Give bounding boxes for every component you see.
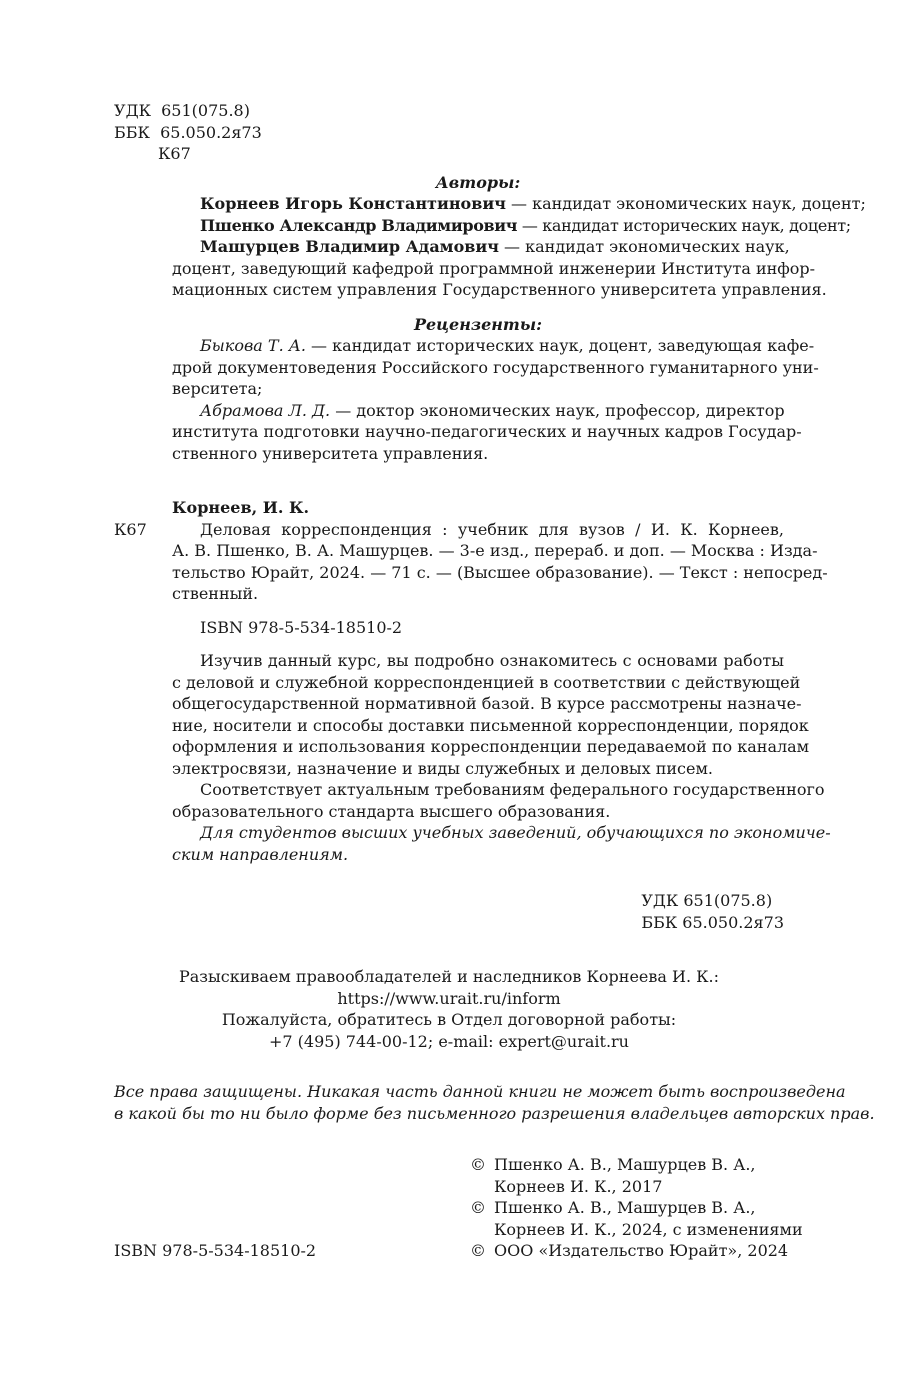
copyright-entry: © Пшенко А. В., Машурцев В. А.,: [470, 1155, 756, 1174]
catalog-description: Деловая корреспонденция : учебник для вузов / И. К. Корнеев, А. В. Пшенко, В. А. Машурцев. — 3-е изд., перераб. и доп. — Москва : Изда- тельство Юрайт, 2024. — 71 с. — (Высшее образование). — Текст : непосред- ственный.: [172, 519, 828, 603]
footer-isbn: ISBN 978-5-534-18510-2: [114, 1241, 317, 1260]
bbk-label: ББК: [114, 122, 150, 142]
index-right: [641, 890, 784, 933]
copyright-icon: ©: [470, 1198, 486, 1217]
abstract-paragraph-1: Изучив данный курс, вы подробно ознакомитесь с основами работы с деловой и служебной корреспонденцией в соответствии с действующей общегосударственной нормативной базой. В курсе рассмотрены назначе- ние, носители и способы доставки письменной корреспонденции, порядок оформления и использования корреспонденции передаваемой по каналам электросвязи, назначение и виды служебных и деловых писем.: [172, 651, 810, 778]
index-bbk: ББК 65.050.2я73: [641, 912, 784, 932]
inform-link[interactable]: https://www.urait.ru/inform: [337, 988, 561, 1008]
author-1: Корнеев Игорь Константинович — кандидат экономических наук, доцент;: [200, 194, 866, 213]
rights-reserved: Все права защищены. Никакая часть данной книги не может быть воспроизведена в какой бы то ни было форме без письменного разрешения владельцев авторских прав.: [114, 1082, 875, 1123]
copyright-icon: ©: [470, 1241, 486, 1260]
copyright-icon: ©: [470, 1155, 486, 1174]
copyright-entry: © ООО «Издательство Юрайт», 2024: [470, 1241, 789, 1260]
rightsholder-notice: Разыскиваем правообладателей и наследников Корнеева И. К.: https://www.urait.ru/inform Пожалуйста, обратитесь в Отдел договорной работы: +7 (495) 744-00-12; e-mail: expert@urait.ru: [114, 966, 784, 1052]
copyright-entry: © Пшенко А. В., Машурцев В. А.,: [470, 1198, 756, 1217]
abstract-audience: Для студентов высших учебных заведений, обучающихся по экономиче- ским направлениям.: [172, 823, 831, 864]
index-udk: УДК 651(075.8): [641, 891, 773, 910]
reviewers-heading: Рецензенты:: [413, 315, 543, 334]
author-name: Машурцев Владимир Адамович: [200, 237, 499, 256]
author-name: Корнеев Игорь Константинович: [200, 194, 506, 213]
reviewer-1: Быкова Т. А. — кандидат исторических наук, доцент, заведующая кафе- дрой документоведения Российского государственного гуманитарного уни- верситета;: [172, 336, 819, 398]
author-name: Пшенко Александр Владимирович: [200, 215, 518, 235]
classification-block: [114, 100, 262, 165]
reviewer-name: Абрамова Л. Д.: [200, 400, 331, 420]
catalog-mark: К67: [114, 519, 147, 539]
abstract-paragraph-2: Соответствует актуальным требованиям федерального государственного образовательного стандарта высшего образования.: [172, 780, 825, 821]
bbk-value: 65.050.2я73: [160, 122, 262, 142]
reviewer-name: Быкова Т. А.: [200, 336, 306, 355]
copyright-block: © Пшенко А. В., Машурцев В. А., Корнеев И. К., 2017 © Пшенко А. В., Машурцев В. А., Корнеев И. К., 2024, с изменениями © ООО «Издательство Юрайт», 2024: [470, 1155, 803, 1260]
udk-label: УДК: [114, 101, 151, 120]
catalog-isbn: ISBN 978-5-534-18510-2: [200, 618, 403, 637]
udk-value: 651(075.8): [161, 101, 250, 120]
reviewer-2: Абрамова Л. Д. — доктор экономических наук, профессор, директор института подготовки научно-педагогических и научных кадров Государ- ственного университета управления.: [172, 400, 802, 463]
catalog-author-heading: Корнеев, И. К.: [172, 498, 310, 517]
author-3: Машурцев Владимир Адамович — кандидат экономических наук, доцент, заведующий кафедрой программной инженерии Института инфор- мационных систем управления Государственного университета управления.: [172, 237, 827, 299]
author-mark: К67: [158, 144, 191, 163]
authors-heading: Авторы:: [435, 173, 521, 192]
author-2: Пшенко Александр Владимирович — кандидат исторических наук, доцент;: [200, 215, 851, 235]
